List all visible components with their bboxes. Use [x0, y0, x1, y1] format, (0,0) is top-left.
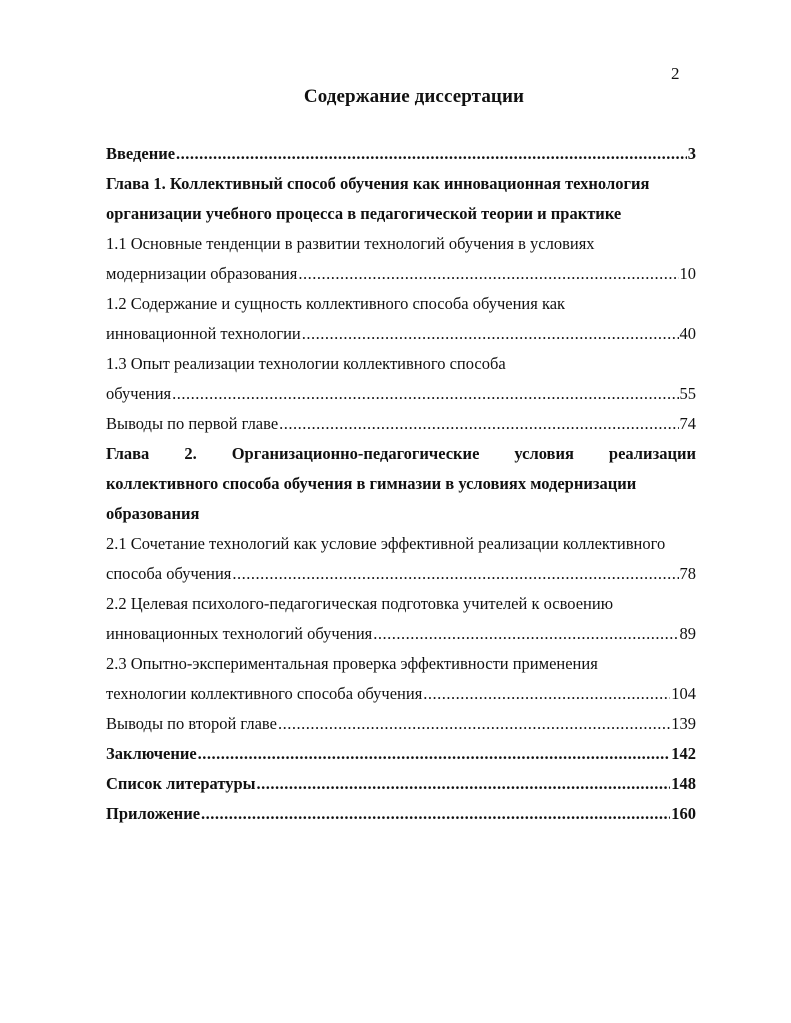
- toc-entry-appendix: [106, 799, 696, 829]
- toc-entry-label: технологии коллективного способа обучения: [106, 684, 423, 703]
- toc-entry-label: Глава 1. Коллективный способ обучения как инновационная технология: [106, 174, 650, 193]
- toc-section-2-2-line-2: [106, 619, 696, 649]
- toc-chapter-1-heading-line-1: [106, 169, 696, 199]
- toc-page-number: 10: [679, 264, 696, 283]
- toc-entry-introduction: [106, 139, 696, 169]
- page-title: Содержание диссертации: [303, 86, 525, 107]
- toc-entry-references: [106, 769, 696, 799]
- dot-leader: [172, 379, 678, 409]
- toc-section-2-3-line-2: [106, 679, 696, 709]
- toc-entry-label: Приложение: [106, 804, 201, 823]
- toc-entry-label: 1.3 Опыт реализации технологии коллективного способа: [106, 354, 506, 373]
- toc-entry-label: 2.2 Целевая психолого-педагогическая подготовка учителей к освоению: [106, 594, 614, 613]
- toc-chapter-2-heading-line-2: [106, 469, 696, 499]
- toc-page-number: 139: [671, 714, 696, 733]
- toc-entry-label: 2.1 Сочетание технологий как условие эффективной реализации коллективного: [106, 534, 666, 553]
- toc-entry-label: Выводы по второй главе: [106, 714, 277, 733]
- toc-chapter-2-heading-line-3: [106, 499, 696, 529]
- toc-section-1-3-line-2: [106, 379, 696, 409]
- dot-leader: [298, 259, 678, 289]
- dot-leader: [279, 409, 678, 439]
- toc-entry-label: организации учебного процесса в педагогической теории и практике: [106, 204, 622, 223]
- toc-section-2-2-line-1: [106, 589, 696, 619]
- dot-leader: [278, 709, 670, 739]
- toc-entry-label: 1.1 Основные тенденции в развитии технологий обучения в условиях: [106, 234, 595, 253]
- toc-entry-label: образования: [106, 504, 200, 523]
- dot-leader: [257, 769, 671, 799]
- toc-entry-label: коллективного способа обучения в гимназии в условиях модернизации: [106, 474, 637, 493]
- toc-entry-chapter-2-conclusions: [106, 709, 696, 739]
- toc-section-2-3-line-1: [106, 649, 696, 679]
- dot-leader: [201, 799, 670, 829]
- toc-page-number: 55: [679, 384, 696, 403]
- toc-page-number: 89: [679, 624, 696, 643]
- toc-page-number: 148: [671, 774, 696, 793]
- toc-page-number: 40: [679, 324, 696, 343]
- toc-section-1-1-line-1: [106, 229, 696, 259]
- toc-entry-label: модернизации образования: [106, 264, 298, 283]
- page-number: 2: [671, 64, 680, 83]
- dot-leader: [176, 139, 687, 169]
- toc-entry-label: инновационной технологии: [106, 324, 301, 343]
- toc-section-1-2-line-2: [106, 319, 696, 349]
- toc-section-1-1-line-2: [106, 259, 696, 289]
- dot-leader: [423, 679, 670, 709]
- toc-page-number: 142: [671, 744, 696, 763]
- toc-heading-word: Организационно-педагогические: [231, 444, 480, 463]
- toc-entry-label: 2.3 Опытно-экспериментальная проверка эффективности применения: [106, 654, 598, 673]
- toc-entry-label: Заключение: [106, 744, 197, 763]
- toc-chapter-2-heading-line-1: [106, 439, 696, 469]
- table-of-contents: [106, 139, 696, 829]
- toc-entry-label: Выводы по первой главе: [106, 414, 279, 433]
- toc-section-1-3-line-1: [106, 349, 696, 379]
- dot-leader: [373, 619, 678, 649]
- toc-entry-label: инновационных технологий обучения: [106, 624, 373, 643]
- toc-section-2-1-line-2: [106, 559, 696, 589]
- toc-entry-conclusion: [106, 739, 696, 769]
- toc-chapter-1-heading-line-2: [106, 199, 696, 229]
- toc-heading-word: Глава: [106, 444, 150, 463]
- toc-section-1-2-line-1: [106, 289, 696, 319]
- toc-heading-word: реализации: [608, 444, 696, 463]
- toc-page-number: 160: [671, 804, 696, 823]
- toc-entry-label: 1.2 Содержание и сущность коллективного способа обучения как: [106, 294, 566, 313]
- toc-entry-label: способа обучения: [106, 564, 232, 583]
- toc-entry-label: Список литературы: [106, 774, 256, 793]
- toc-entry-label: обучения: [106, 384, 172, 403]
- toc-page-number: 104: [671, 684, 696, 703]
- dot-leader: [302, 319, 679, 349]
- toc-entry-label: Введение: [106, 144, 176, 163]
- dot-leader: [232, 559, 678, 589]
- toc-page-number: 3: [687, 144, 696, 163]
- toc-entry-chapter-1-conclusions: [106, 409, 696, 439]
- toc-page-number: 74: [679, 414, 696, 433]
- toc-heading-word: 2.: [184, 444, 197, 463]
- toc-section-2-1-line-1: [106, 529, 718, 559]
- toc-heading-word: условия: [514, 444, 574, 463]
- dot-leader: [198, 739, 671, 769]
- toc-page-number: 78: [679, 564, 696, 583]
